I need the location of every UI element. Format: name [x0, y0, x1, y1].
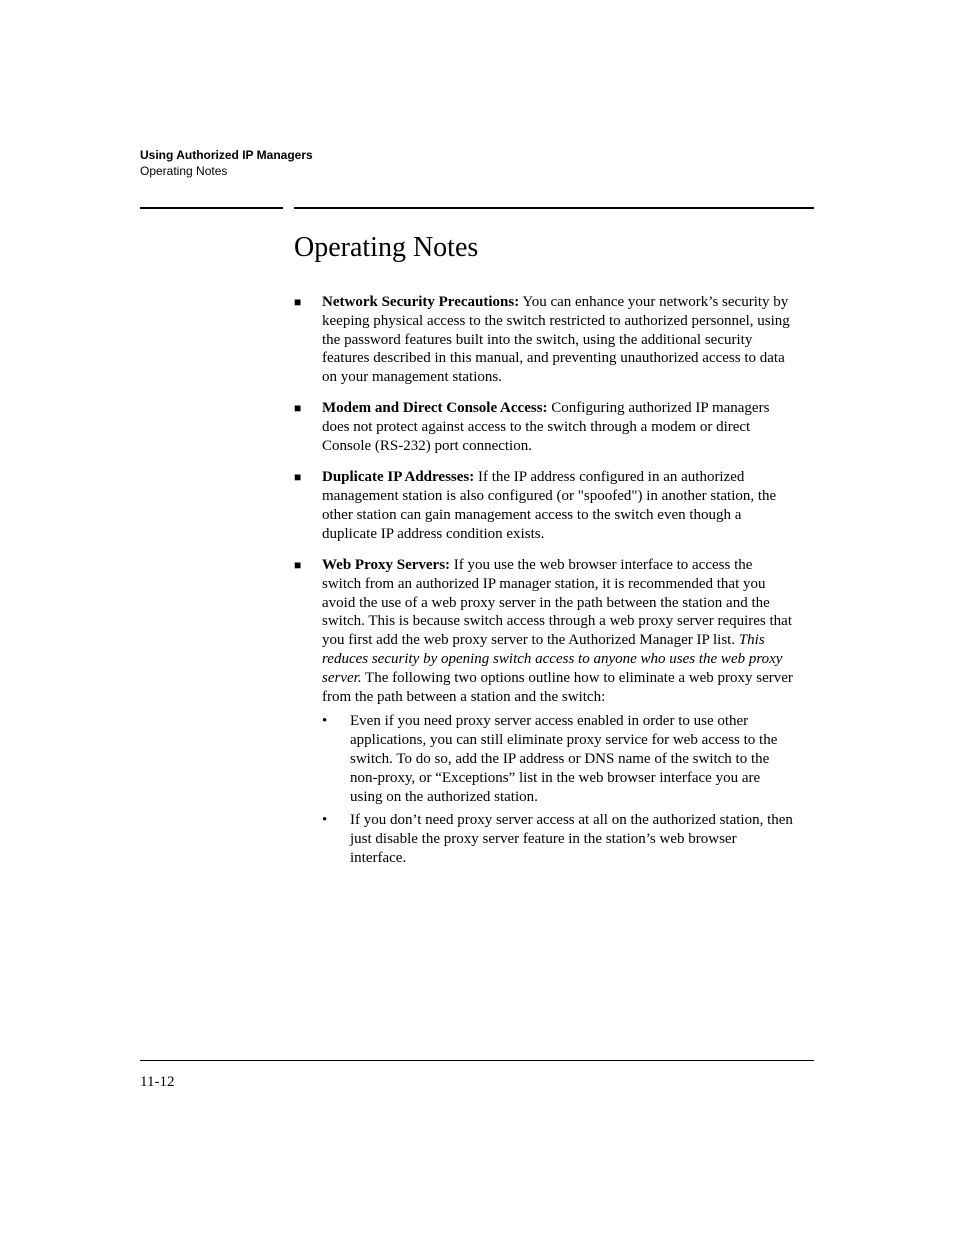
dot-bullet-icon: •: [322, 713, 328, 730]
sub-list: [322, 712, 794, 867]
page-title: Operating Notes: [294, 232, 479, 263]
running-header: [140, 147, 313, 179]
note-term: Modem and Direct Console Access:: [322, 400, 548, 417]
sub-item-text: Even if you need proxy server access enabled in order to use other applications, you can still eliminate proxy service for web access to the switch. To do so, add the IP address or DNS name of the switch to the non-proxy, or “Exceptions” list in the web browser interface you are using on the authorized station.: [350, 713, 778, 805]
section-subtitle: Operating Notes: [140, 164, 228, 178]
note-term: Duplicate IP Addresses:: [322, 469, 475, 486]
list-item: [294, 293, 794, 387]
sub-list-item: [322, 712, 794, 806]
note-text-after: The following two options outline how to eliminate a web proxy server from the path between a station and the switch:: [322, 669, 793, 705]
note-term: Web Proxy Servers:: [322, 557, 451, 574]
note-text: Configuring authorized IP managers does not protect against access to the switch through a modem or direct Console (RS-232) port connection.: [322, 400, 770, 455]
square-bullet-icon: ■: [294, 295, 302, 309]
note-text: You can enhance your network’s security by keeping physical access to the switch restricted to authorized personnel, using the password features built into the switch, using the additional security features described in this manual, and preventing unauthorized access to data on your management stations.: [322, 294, 790, 386]
sub-item-text: If you don’t need proxy server access at all on the authorized station, then just disable the proxy server feature in the station’s web browser interface.: [350, 811, 793, 866]
square-bullet-icon: ■: [294, 401, 302, 416]
page-number: 11-12: [140, 1074, 175, 1090]
note-text: If the IP address configured in an authorized management station is also configured (or "spoofed") in another station, the other station can gain management access to the switch even though a duplicate IP address condition exists.: [322, 469, 777, 542]
list-item: [294, 556, 794, 867]
chapter-title: Using Authorized IP Managers: [140, 148, 313, 162]
header-rule-right: [294, 207, 814, 209]
header-rule-left: [140, 207, 283, 209]
note-emphasis: This reduces security by opening switch access to anyone who uses the web proxy server.: [322, 632, 783, 686]
list-item: [294, 399, 794, 455]
note-text: If you use the web browser interface to access the switch from an authorized IP manager station, it is recommended that you avoid the use of a web proxy server in the path between the station and the switch. This is because switch access through a web proxy server requires that you first add the web proxy server to the Authorized Manager IP list.: [322, 557, 793, 649]
notes-list: [294, 293, 794, 880]
sub-list-item: [322, 811, 794, 867]
dot-bullet-icon: •: [322, 811, 328, 828]
square-bullet-icon: ■: [294, 470, 302, 485]
square-bullet-icon: ■: [294, 558, 302, 573]
footer-rule: [140, 1060, 814, 1061]
list-item: [294, 468, 794, 543]
note-term: Network Security Precautions:: [322, 294, 520, 310]
